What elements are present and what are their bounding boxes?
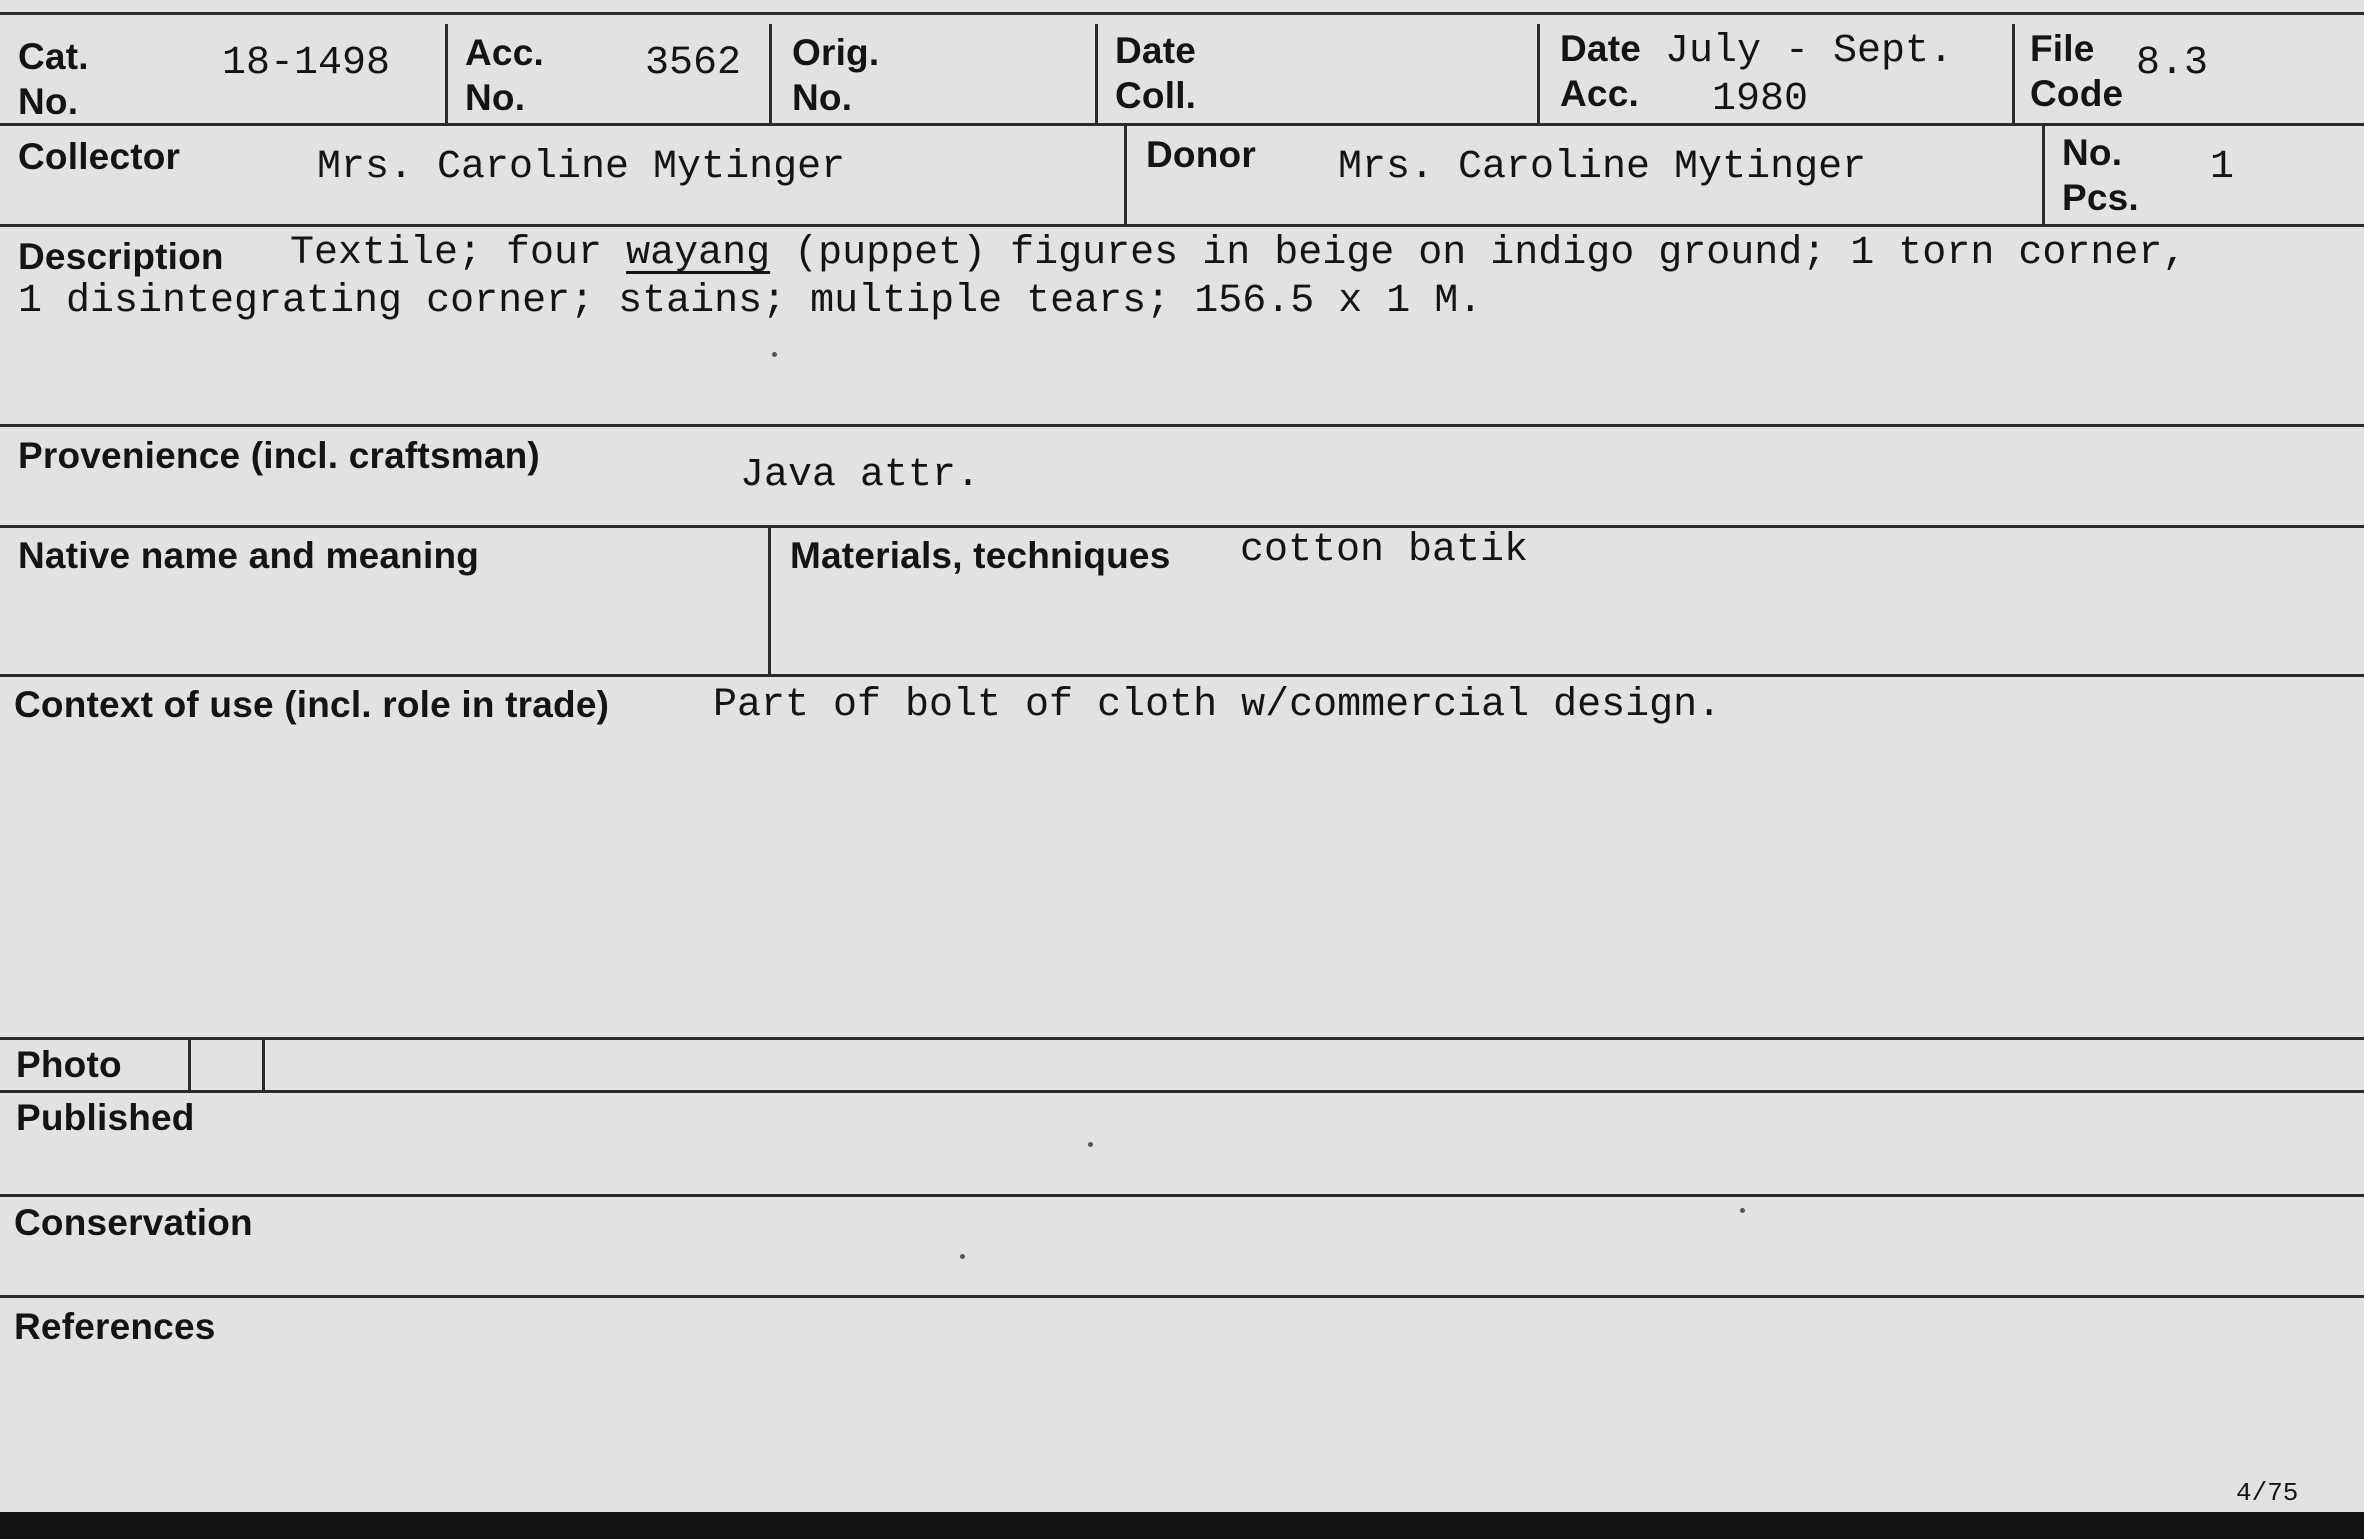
provenience-label: Provenience (incl. craftsman)	[18, 435, 540, 476]
rule-v-dateacc	[2012, 24, 2015, 124]
photo-label: Photo	[16, 1044, 122, 1085]
speck	[960, 1254, 965, 1259]
donor-value: Mrs. Caroline Mytinger	[1338, 145, 1867, 190]
cat-no-label: Cat. No.	[18, 36, 89, 123]
file-code-value: 8.3	[2136, 41, 2209, 86]
rule-v-acc	[769, 24, 772, 124]
acc-no-label: Acc. No.	[465, 32, 544, 119]
materials-label: Materials, techniques	[790, 535, 1171, 576]
rule-provenience-bottom	[0, 525, 2364, 528]
pcs-label: No. Pcs.	[2062, 132, 2139, 219]
rule-photo-bottom	[0, 1090, 2364, 1093]
rule-v-collector	[1124, 126, 1127, 226]
description-text-post: (puppet) figures in beige on indigo ground; 1 torn corner,	[794, 231, 2187, 276]
rule-top	[0, 12, 2364, 15]
rule-materials-bottom	[0, 674, 2364, 677]
context-label: Context of use (incl. role in trade)	[14, 684, 610, 725]
donor-label: Donor	[1146, 134, 1256, 175]
context-value: Part of bolt of cloth w/commercial design.	[713, 683, 1722, 728]
acc-no-value: 3562	[645, 41, 742, 86]
rule-conservation-bottom	[0, 1295, 2364, 1298]
orig-no-label: Orig. No.	[792, 32, 880, 119]
speck	[1740, 1208, 1745, 1213]
rule-published-bottom	[0, 1194, 2364, 1197]
collector-value: Mrs. Caroline Mytinger	[317, 145, 846, 190]
native-name-label: Native name and meaning	[18, 535, 480, 576]
collector-label: Collector	[18, 136, 181, 177]
rule-row2-bottom	[0, 224, 2364, 227]
date-coll-label: Date Coll.	[1115, 30, 1197, 117]
description-label: Description	[18, 236, 224, 277]
rule-v-donor	[2042, 126, 2045, 226]
speck	[772, 352, 777, 357]
date-acc-value-line2: 1980	[1712, 77, 1809, 122]
rule-v-photo-1	[188, 1039, 191, 1091]
description-text-pre: Textile; four	[290, 231, 603, 276]
speck	[1088, 1142, 1093, 1147]
rule-v-datecoll	[1537, 24, 1540, 124]
form-code: 4/75	[2236, 1478, 2299, 1508]
rule-v-native	[768, 527, 771, 675]
rule-v-orig	[1095, 24, 1098, 124]
date-acc-label: Date Acc.	[1560, 28, 1641, 115]
card-shadow-edge	[0, 1512, 2364, 1539]
file-code-label: File Code	[2030, 28, 2124, 115]
rule-photo-top	[0, 1037, 2364, 1040]
rule-v-photo-2	[262, 1039, 265, 1091]
description-line-1	[290, 230, 2186, 278]
cat-no-value: 18-1498	[222, 41, 391, 86]
conservation-label: Conservation	[14, 1202, 253, 1243]
pcs-value: 1	[2210, 145, 2235, 190]
description-line-2: 1 disintegrating corner; stains; multiple tears; 156.5 x 1 M.	[18, 279, 1483, 324]
references-label: References	[14, 1306, 216, 1347]
published-label: Published	[16, 1097, 195, 1138]
description-text-underlined: wayang	[626, 231, 771, 276]
rule-header-bottom	[0, 123, 2364, 126]
date-acc-value-line1: July - Sept.	[1665, 29, 1954, 74]
rule-description-bottom	[0, 424, 2364, 427]
rule-v-cat	[445, 24, 448, 124]
provenience-value: Java attr.	[740, 453, 981, 498]
materials-value: cotton batik	[1240, 528, 1529, 573]
